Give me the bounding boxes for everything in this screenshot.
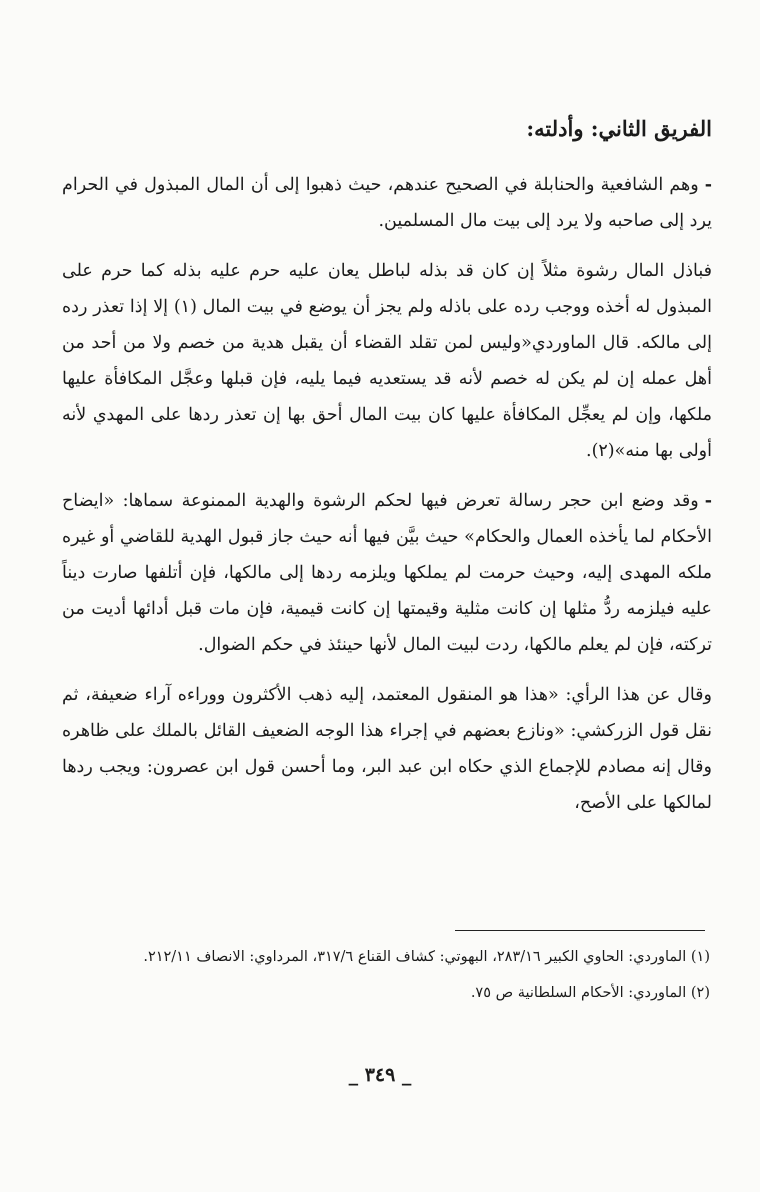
footnotes — [78, 945, 710, 1017]
paragraph-mark: - — [704, 491, 712, 511]
paragraph-mark: - — [704, 175, 712, 195]
footnote-2: (٢) الماوردي: الأحكام السلطانية ص ٧٥. — [470, 985, 710, 1001]
footnote-divider — [455, 930, 705, 931]
footnote-1: (١) الماوردي: الحاوي الكبير ٢٨٣/١٦، البهوتي: كشاف القناع ٣١٧/٦، المرداوي: الانصاف ٢١٢/١١. — [143, 949, 710, 965]
paragraph-text: فباذل المال رشوة مثلاً إن كان قد بذله لباطل يعان عليه حرم عليه بذله كما حرم على المبذول له أخذه ووجب رده على باذله ولم يجز أن يوضع في بيت المال (١) إلا إذا تعذر رده إلى مالكه. قال الماوردي«وليس لمن تقلد القضاء أن يقبل هدية من خصم ولا من أحد من أهل عمله إن لم يكن له خصم لأنه قد يستعديه فيما يليه، فإن قبلها وعجَّل المكافأة عليها ملكها، وإن لم يعجِّل المكافأة عليها كان بيت المال أحق بها إن تعذر ردها على المهدي لأنه أولى بها منه»(٢). — [62, 261, 712, 461]
page-number: _ ٣٤٩ _ — [348, 1064, 412, 1086]
paragraph-2 — [62, 253, 712, 469]
section-heading: الفريق الثاني: وأدلته: — [526, 116, 712, 141]
paragraph-3 — [62, 483, 712, 663]
paragraph-text: وقال عن هذا الرأي: «هذا هو المنقول المعتمد، إليه ذهب الأكثرون ووراءه آراء ضعيفة، ثم نقل قول الزركشي: «ونازع بعضهم في إجراء هذا الوجه الضعيف القائل بالملك على ظاهره وقال إنه مصادم للإجماع الذي حكاه ابن عبد البر، وما أحسن قول ابن عصرون: ويجب ردها لمالكها على الأصح، — [62, 685, 712, 813]
page-body — [62, 108, 712, 835]
paragraph-1 — [62, 167, 712, 239]
paragraph-4 — [62, 677, 712, 821]
paragraph-text: وقد وضع ابن حجر رسالة تعرض فيها لحكم الرشوة والهدية الممنوعة سماها: «ايضاح الأحكام لما يأخذه العمال والحكام» حيث بيَّن فيها أنه حيث جاز قبول الهدية للقاضي أو غيره ملكه المهدى إليه، وحيث حرمت لم يملكها ويلزمه ردها إلى مالكها، فإن أتلفها صارت ديناً عليه فيلزمه ردُّ مثلها إن كانت مثلية وقيمتها إن كانت قيمية، فإن مات قبل أدائها أديت من تركته، فإن لم يعلم مالكها، ردت لبيت المال لأنها حينئذ في حكم الضوال. — [62, 491, 712, 655]
paragraph-text: وهم الشافعية والحنابلة في الصحيح عندهم، حيث ذهبوا إلى أن المال المبذول في الحرام يرد إلى صاحبه ولا يرد إلى بيت مال المسلمين. — [62, 175, 712, 231]
